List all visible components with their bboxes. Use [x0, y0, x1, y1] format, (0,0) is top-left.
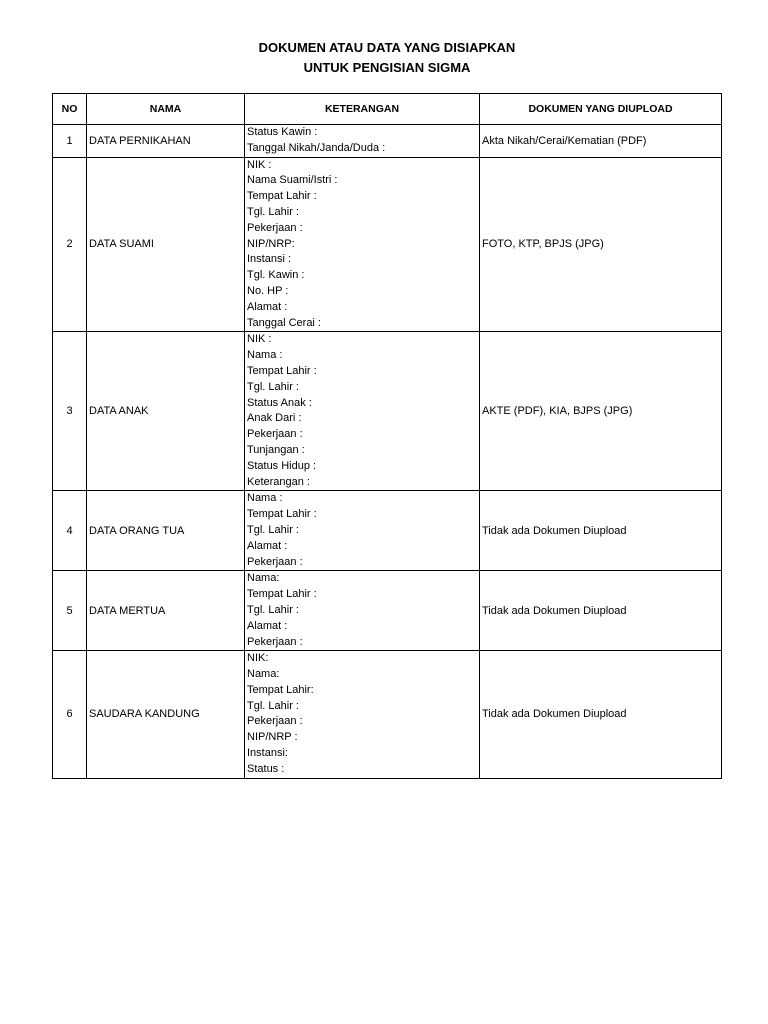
keterangan-line: NIK :	[247, 333, 272, 346]
cell-keterangan	[245, 125, 480, 158]
cell-nama: DATA SUAMI	[87, 157, 245, 332]
keterangan-line: Tempat Lahir :	[247, 364, 317, 377]
keterangan-line: Tgl. Lahir :	[247, 603, 299, 616]
cell-keterangan	[245, 491, 480, 571]
keterangan-line: Pekerjaan :	[247, 715, 303, 728]
keterangan-line: Nama :	[247, 492, 283, 505]
cell-nama: DATA MERTUA	[87, 571, 245, 651]
cell-no: 5	[53, 571, 87, 651]
keterangan-line: Tgl. Lahir :	[247, 523, 299, 536]
cell-no: 3	[53, 332, 87, 491]
document-title	[0, 38, 768, 78]
keterangan-line: Alamat :	[247, 619, 288, 632]
header-dokumen: DOKUMEN YANG DIUPLOAD	[480, 94, 722, 125]
cell-no: 4	[53, 491, 87, 571]
documents-table	[52, 93, 722, 779]
keterangan-line: Pekerjaan :	[247, 428, 303, 441]
keterangan-line: Nama:	[247, 668, 280, 681]
keterangan-line: Alamat :	[247, 300, 288, 313]
table-row	[53, 651, 722, 778]
table-row	[53, 571, 722, 651]
cell-keterangan	[245, 157, 480, 332]
cell-keterangan	[245, 332, 480, 491]
table-row	[53, 157, 722, 332]
keterangan-line: Tgl. Kawin :	[247, 269, 305, 282]
keterangan-line: NIK :	[247, 158, 272, 171]
title-line-2: UNTUK PENGISIAN SIGMA	[303, 60, 471, 75]
keterangan-line: NIP/NRP :	[247, 731, 298, 744]
cell-dokumen: FOTO, KTP, BPJS (JPG)	[480, 157, 722, 332]
header-nama: NAMA	[87, 94, 245, 125]
cell-keterangan	[245, 571, 480, 651]
keterangan-line: Tanggal Nikah/Janda/Duda :	[247, 141, 386, 154]
keterangan-line: Alamat :	[247, 539, 288, 552]
cell-no: 6	[53, 651, 87, 778]
cell-nama: DATA PERNIKAHAN	[87, 125, 245, 158]
keterangan-line: Nama :	[247, 349, 283, 362]
keterangan-line: Tanggal Cerai :	[247, 316, 321, 329]
keterangan-line: Tempat Lahir :	[247, 190, 317, 203]
keterangan-line: Tunjangan :	[247, 443, 305, 456]
keterangan-line: Tempat Lahir :	[247, 588, 317, 601]
title-line-1: DOKUMEN ATAU DATA YANG DISIAPKAN	[258, 40, 516, 55]
keterangan-line: Keterangan :	[247, 475, 310, 488]
keterangan-line: Tgl. Lahir :	[247, 205, 299, 218]
keterangan-line: No. HP :	[247, 284, 289, 297]
cell-nama: DATA ANAK	[87, 332, 245, 491]
keterangan-line: Tempat Lahir :	[247, 508, 317, 521]
cell-no: 2	[53, 157, 87, 332]
keterangan-line: Tgl. Lahir :	[247, 699, 299, 712]
keterangan-line: Status Kawin :	[247, 126, 318, 138]
cell-nama: DATA ORANG TUA	[87, 491, 245, 571]
keterangan-line: Status Anak :	[247, 396, 312, 409]
cell-dokumen: AKTE (PDF), KIA, BJPS (JPG)	[480, 332, 722, 491]
cell-dokumen: Tidak ada Dokumen Diupload	[480, 651, 722, 778]
keterangan-line: NIP/NRP:	[247, 237, 295, 250]
table-row	[53, 491, 722, 571]
cell-no: 1	[53, 125, 87, 158]
table-row	[53, 332, 722, 491]
header-no: NO	[53, 94, 87, 125]
keterangan-line: Pekerjaan :	[247, 221, 303, 234]
keterangan-line: Anak Dari :	[247, 412, 302, 425]
keterangan-line: Tgl. Lahir :	[247, 380, 299, 393]
keterangan-line: Nama:	[247, 572, 280, 585]
keterangan-line: Tempat Lahir:	[247, 683, 314, 696]
header-keterangan: KETERANGAN	[245, 94, 480, 125]
table-header-row	[53, 94, 722, 125]
keterangan-line: Status Hidup :	[247, 459, 317, 472]
keterangan-line: Status :	[247, 762, 285, 775]
keterangan-line: Nama Suami/Istri :	[247, 174, 338, 187]
cell-dokumen: Tidak ada Dokumen Diupload	[480, 491, 722, 571]
cell-nama: SAUDARA KANDUNG	[87, 651, 245, 778]
cell-dokumen: Tidak ada Dokumen Diupload	[480, 571, 722, 651]
table-row	[53, 125, 722, 158]
cell-keterangan	[245, 651, 480, 778]
keterangan-line: Instansi :	[247, 253, 292, 266]
keterangan-line: Pekerjaan :	[247, 555, 303, 568]
keterangan-line: Instansi:	[247, 747, 288, 760]
keterangan-line: NIK:	[247, 652, 269, 665]
cell-dokumen: Akta Nikah/Cerai/Kematian (PDF)	[480, 125, 722, 158]
keterangan-line: Pekerjaan :	[247, 635, 303, 648]
